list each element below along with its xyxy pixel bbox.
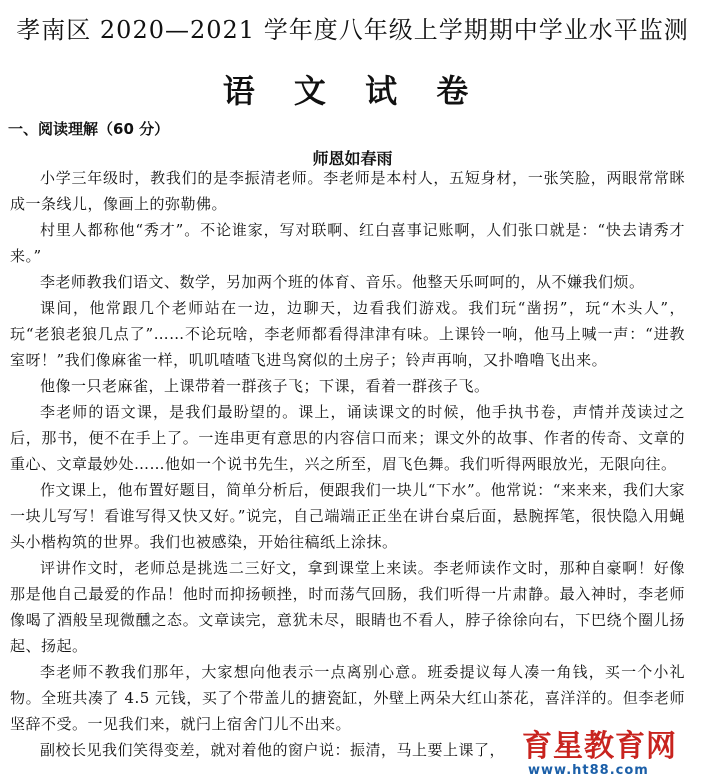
article-paragraph: 副校长见我们笑得变差，就对着他的窗户说：振清，马上要上课了， ， (40, 741, 607, 759)
section-heading: 一、阅读理解（60 分） (8, 120, 170, 138)
article-paragraph: 李老师的语文课，是我们最盼望的。课上，诵读课文的时候，他手执书卷，声情并茂读过之后，那书，便不在手上了。一连串更有意思的内容信口而来；课文外的故事、作者的传奇、文章的重心、文章最妙处……他如一个说书先生，兴之所至，眉飞色舞。我们听得两眼放光，无限向往。 (10, 403, 685, 473)
article-body (10, 165, 685, 763)
site-watermark (522, 730, 704, 780)
article-title: 师恩如春雨 (312, 149, 393, 168)
article-paragraph: 他像一只老麻雀，上课带着一群孩子飞；下课，看着一群孩子飞。 (40, 377, 490, 395)
article-paragraph: 李老师不教我们那年，大家想向他表示一点离别心意。班委提议每人凑一角钱，买一个小礼物。全班共凑了 4.5 元钱，买了个带盖儿的搪瓷缸，外壁上两朵大红山茶花，喜洋洋的。但李老师坚辞不受。一见我们来，就闩上宿舍门儿不出来。 (10, 663, 685, 733)
exam-title: 孝南区 2020—2021 学年度八年级上学期期中学业水平监测 (16, 16, 689, 44)
article-paragraph: 课间，他常跟几个老师站在一边，边聊天，边看我们游戏。我们玩“凿拐”，玩“木头人”，玩“老狼老狼几点了”……不论玩啥，李老师都看得津津有味。上课铃一响，他马上喊一声：“进教室呀！”我们像麻雀一样，叽叽喳喳飞进鸟窝似的土房子；铃声再响，又扑噜噜飞出来。 (10, 299, 685, 369)
article-paragraph: 小学三年级时，教我们的是李振清老师。李老师是本村人，五短身材，一张笑脸，两眼常常眯成一条线儿，像画上的弥勒佛。 (10, 169, 685, 213)
article-paragraph: 评讲作文时，老师总是挑选二三好文，拿到课堂上来读。李老师读作文时，那种自豪啊！好像那是他自己最爱的作品！他时而抑扬顿挫，时而荡气回肠，我们听得一片肃静。最入神时，李老师像喝了酒般呈现微醺之态。文章读完，意犹未尽，眼睛也不看人，脖子徐徐向右，下巴绕个圈儿扬起、扬起。 (10, 559, 685, 655)
article-paragraph: 作文课上，他布置好题目，简单分析后，便跟我们一块儿“下水”。他常说：“来来来，我们大家一块儿写写！看谁写得又快又好。”说完，自己端端正正坐在讲台桌后面，悬腕挥笔，很快隐入用蝇头小楷构筑的世界。我们也被感染，开始往稿纸上涂抹。 (10, 481, 685, 551)
watermark-url: www.ht88.com (528, 763, 649, 778)
article-paragraph: 李老师教我们语文、数学，另加两个班的体育、音乐。他整天乐呵呵的，从不嫌我们烦。 (40, 273, 645, 291)
paper-title: 语 文 试 卷 (222, 72, 483, 110)
watermark-text: 育星教育网 (522, 729, 677, 764)
article-paragraph: 村里人都称他“秀才”。不论谁家，写对联啊、红白喜事记账啊，人们张口就是：“快去请秀才来。” (10, 221, 685, 265)
